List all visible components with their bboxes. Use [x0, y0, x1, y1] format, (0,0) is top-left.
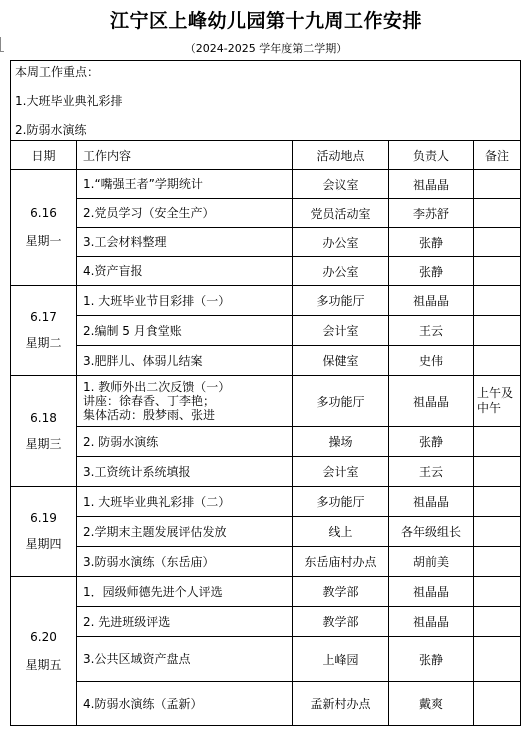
task-content	[77, 316, 293, 346]
task-content-line: 2.编制 5 月食堂账	[83, 323, 182, 338]
task-location: 多功能厅	[293, 286, 389, 316]
focus-heading: 本周工作重点：	[15, 65, 100, 79]
task-location: 教学部	[293, 607, 389, 637]
task-person: 张静	[389, 427, 474, 457]
task-person: 祖晶晶	[389, 376, 474, 427]
day-cell	[11, 376, 77, 487]
task-remark	[474, 346, 521, 376]
table-row	[11, 427, 521, 457]
task-content-line: 3.公共区域资产盘点	[83, 652, 191, 666]
table-row	[11, 487, 521, 517]
table-row	[11, 517, 521, 547]
task-content-line: 2.学期末主题发展评估发放	[83, 524, 227, 539]
task-content	[77, 170, 293, 199]
table-row	[11, 286, 521, 316]
task-location: 办公室	[293, 257, 389, 286]
task-content	[77, 607, 293, 637]
task-location: 会计室	[293, 316, 389, 346]
task-remark	[474, 199, 521, 228]
task-content-line: 3.防弱水演练（东岳庙）	[83, 554, 215, 569]
day-weekday: 星期四	[25, 537, 62, 551]
task-remark	[474, 637, 521, 682]
task-content-line: 1. 大班毕业典礼彩排（二）	[83, 494, 231, 509]
task-remark	[474, 517, 521, 547]
task-content	[77, 199, 293, 228]
page-subtitle: （2024-2025 学年度第二学期）	[184, 42, 348, 55]
day-date: 6.20	[30, 629, 57, 644]
table-row	[11, 457, 521, 487]
schedule-table	[10, 60, 521, 726]
table-row	[11, 228, 521, 257]
task-content-line: 1. 教师外出二次反馈（一）	[83, 380, 231, 394]
task-remark	[474, 487, 521, 517]
task-location: 孟新村办点	[293, 682, 389, 726]
task-person: 张静	[389, 228, 474, 257]
task-location: 党员活动室	[293, 199, 389, 228]
task-person: 祖晶晶	[389, 286, 474, 316]
task-content	[77, 517, 293, 547]
task-person: 戴爽	[389, 682, 474, 726]
table-row	[11, 199, 521, 228]
task-remark	[474, 170, 521, 199]
focus-row	[11, 61, 521, 141]
task-remark	[474, 577, 521, 607]
header-row	[11, 141, 521, 170]
task-person: 王云	[389, 457, 474, 487]
task-location: 多功能厅	[293, 487, 389, 517]
day-weekday: 星期五	[25, 657, 62, 672]
table-row	[11, 257, 521, 286]
header-person: 负责人	[389, 141, 474, 170]
task-content-line: 4.防弱水演练（孟新）	[83, 696, 203, 711]
header-content: 工作内容	[77, 141, 293, 170]
task-remark	[474, 228, 521, 257]
task-person: 祖晶晶	[389, 170, 474, 199]
task-content-line: 2. 先进班级评选	[83, 614, 171, 629]
day-weekday: 星期二	[25, 336, 62, 350]
day-cell	[11, 170, 77, 286]
table-row	[11, 547, 521, 577]
task-remark	[474, 257, 521, 286]
task-location: 会议室	[293, 170, 389, 199]
task-person: 祖晶晶	[389, 607, 474, 637]
task-location: 东岳庙村办点	[293, 547, 389, 577]
task-remark	[474, 607, 521, 637]
header-remark: 备注	[474, 141, 521, 170]
task-remark	[474, 457, 521, 487]
table-row	[11, 607, 521, 637]
day-date: 6.19	[30, 511, 57, 525]
table-row	[11, 682, 521, 726]
day-date: 6.17	[30, 310, 57, 324]
task-location: 上峰园	[293, 637, 389, 682]
table-row	[11, 637, 521, 682]
task-content	[77, 547, 293, 577]
task-location: 办公室	[293, 228, 389, 257]
task-content	[77, 376, 293, 427]
task-content-line: 1.“嘴强王者”学期统计	[83, 177, 203, 191]
task-location: 多功能厅	[293, 376, 389, 427]
task-content	[77, 346, 293, 376]
task-person: 祖晶晶	[389, 487, 474, 517]
day-cell	[11, 487, 77, 577]
task-person: 祖晶晶	[389, 577, 474, 607]
task-person: 王云	[389, 316, 474, 346]
task-content-line: 3.工会材料整理	[83, 235, 167, 249]
task-content	[77, 427, 293, 457]
task-content-line: 1．园级师德先进个人评选	[83, 584, 223, 599]
day-weekday: 星期三	[25, 436, 62, 451]
task-remark	[474, 547, 521, 577]
task-remark	[474, 286, 521, 316]
task-location: 会计室	[293, 457, 389, 487]
table-row	[11, 376, 521, 427]
table-row	[11, 170, 521, 199]
task-content-line: 3.肥胖儿、体弱儿结案	[83, 353, 203, 368]
day-cell	[11, 286, 77, 376]
focus-item: 2.防弱水演练	[15, 123, 87, 137]
task-remark	[474, 316, 521, 346]
day-date: 6.18	[30, 410, 57, 425]
task-remark	[474, 427, 521, 457]
task-content	[77, 286, 293, 316]
task-person: 史伟	[389, 346, 474, 376]
task-content-line: 集体活动：殷梦雨、张进	[83, 408, 216, 422]
task-remark: 上午及中午	[474, 376, 521, 427]
task-content	[77, 682, 293, 726]
page-title: 江宁区上峰幼儿园第十九周工作安排	[109, 10, 422, 32]
task-person: 张静	[389, 637, 474, 682]
task-content	[77, 228, 293, 257]
task-content-line: 2.党员学习（安全生产）	[83, 206, 215, 220]
table-row	[11, 346, 521, 376]
task-content	[77, 457, 293, 487]
task-person: 李苏舒	[389, 199, 474, 228]
task-location: 操场	[293, 427, 389, 457]
day-weekday: 星期一	[25, 234, 62, 248]
task-location: 线上	[293, 517, 389, 547]
task-person: 张静	[389, 257, 474, 286]
task-location: 教学部	[293, 577, 389, 607]
task-content	[77, 487, 293, 517]
task-remark	[474, 682, 521, 726]
task-person: 各年级组长	[389, 517, 474, 547]
day-date: 6.16	[30, 206, 57, 220]
day-cell	[11, 577, 77, 726]
weekly-focus	[11, 61, 521, 141]
task-content-line: 3.工资统计系统填报	[83, 464, 191, 479]
task-content	[77, 257, 293, 286]
header-location: 活动地点	[293, 141, 389, 170]
task-content	[77, 577, 293, 607]
task-content	[77, 637, 293, 682]
table-row	[11, 577, 521, 607]
task-content-line: 1. 大班毕业节目彩排（一）	[83, 293, 231, 308]
task-content-line: 2. 防弱水演练	[83, 434, 159, 449]
header-date: 日期	[11, 141, 77, 170]
focus-item: 1.大班毕业典礼彩排	[15, 94, 123, 108]
task-location: 保健室	[293, 346, 389, 376]
table-row	[11, 316, 521, 346]
task-person: 胡前美	[389, 547, 474, 577]
task-content-line: 4.资产盲报	[83, 264, 143, 278]
task-content-line: 讲座：徐春香、丁李艳；	[83, 394, 216, 408]
